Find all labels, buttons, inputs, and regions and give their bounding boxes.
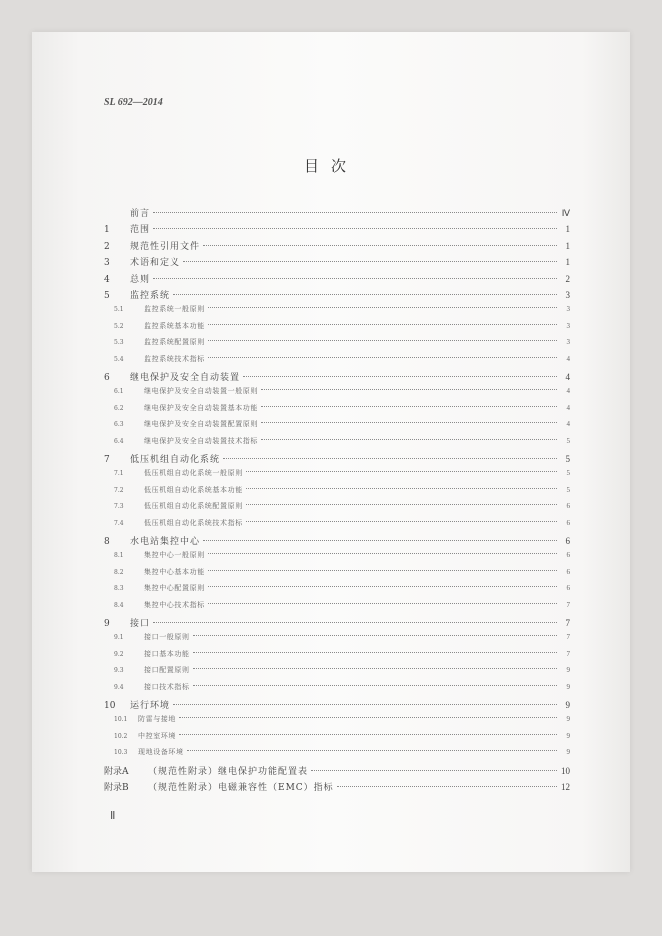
toc-entry [104, 403, 570, 413]
dot-leader [179, 716, 557, 718]
toc-entry [104, 698, 570, 711]
toc-entry-page: 4 [566, 403, 570, 412]
toc-entry-number: 附录B [104, 783, 129, 793]
dot-leader [203, 244, 557, 246]
toc-entry-title: 低压机组自动化系统一般原则 [144, 469, 243, 478]
dot-leader [153, 621, 557, 623]
toc-entry-title: 继电保护及安全自动装置技术指标 [144, 436, 258, 445]
toc-entry [104, 550, 570, 560]
standard-code: SL 692—2014 [104, 97, 163, 108]
dot-leader [208, 552, 557, 554]
toc-entry-title: 术语和定义 [130, 258, 181, 269]
toc-entry [104, 600, 570, 610]
toc-entry [104, 370, 570, 383]
toc-entry [104, 321, 570, 331]
toc-entry-number: 1 [104, 225, 110, 236]
toc-entry [104, 419, 570, 429]
toc-entry-page: 9 [566, 731, 570, 740]
toc-entry-title: 监控系统技术指标 [144, 354, 205, 363]
toc-entry-page: 5 [566, 436, 570, 445]
toc-entry-title: 低压机组自动化系统配置原则 [144, 502, 243, 511]
toc-entry-title: 监控系统基本功能 [144, 321, 205, 330]
toc-entry [104, 632, 570, 642]
toc-entry-number: 5.3 [114, 339, 124, 347]
toc-entry-title: 总则 [130, 274, 151, 285]
toc-entry [104, 436, 570, 446]
toc-entry [104, 304, 570, 314]
dot-leader [193, 634, 557, 636]
toc-entry [104, 665, 570, 675]
toc-entry [104, 501, 570, 511]
toc-entry [104, 222, 570, 235]
toc-entry-number: 5 [104, 291, 110, 301]
toc-entry-number: 7.1 [114, 470, 124, 478]
toc-entry [104, 288, 570, 301]
toc-entry-page: 3 [566, 321, 570, 330]
toc-entry-page: 9 [565, 700, 570, 710]
toc-entry-title: 前言 [130, 209, 151, 219]
toc-entry-title: 监控系统 [130, 291, 171, 301]
dot-leader [246, 503, 557, 505]
dot-leader [311, 769, 557, 771]
toc-entry-title: 规范性引用文件 [130, 241, 201, 252]
toc-entry-page: 6 [566, 502, 570, 511]
toc-entry-number: 10.1 [114, 716, 128, 724]
toc-entry-page: 4 [566, 354, 570, 363]
dot-leader [208, 306, 557, 308]
toc-entry [104, 239, 570, 252]
dot-leader [337, 785, 557, 787]
toc-entry-number: 2 [104, 241, 110, 252]
toc-entry-page: 4 [566, 387, 570, 396]
toc-entry-page: 10 [561, 765, 570, 776]
dot-leader [261, 388, 557, 390]
toc-entry-page: 7 [565, 618, 570, 628]
toc-entry [104, 206, 570, 219]
toc-entry-page: 1 [565, 257, 570, 268]
toc-entry-page: 4 [566, 420, 570, 429]
toc-entry-title: 范围 [130, 225, 151, 236]
dot-leader [153, 227, 557, 229]
toc-entry-title: 继电保护及安全自动装置一般原则 [144, 387, 258, 396]
toc-entry-page: 7 [566, 600, 570, 609]
dot-leader [208, 602, 557, 604]
toc-entry-number: 3 [104, 258, 110, 269]
toc-entry-number: 7 [104, 455, 110, 465]
toc-entry-number: 8.2 [114, 568, 124, 576]
toc-entry-title: 集控中心配置原则 [144, 584, 205, 593]
toc-entry-number: 10.3 [114, 749, 128, 757]
toc-entry [104, 731, 570, 741]
dot-leader [208, 339, 557, 341]
dot-leader [261, 438, 557, 440]
toc-entry-page: 9 [566, 715, 570, 724]
toc-entry [104, 518, 570, 528]
toc-entry-page: 5 [566, 469, 570, 478]
toc-entry-title: 监控系统配置原则 [144, 338, 205, 347]
dot-leader [208, 569, 557, 571]
toc-entry-page: 9 [566, 682, 570, 691]
dot-leader [153, 211, 557, 213]
toc-entry-title: （规范性附录）电磁兼容性（EMC）指标 [148, 783, 334, 793]
toc-entry [104, 616, 570, 629]
toc-entry-number: 6.4 [114, 437, 124, 445]
dot-leader [173, 293, 557, 295]
toc-entry-page: 1 [565, 224, 570, 235]
dot-leader [187, 749, 557, 751]
dot-leader [208, 323, 557, 325]
dot-leader [261, 421, 557, 423]
toc-entry [104, 485, 570, 495]
dot-leader [173, 703, 557, 705]
toc-entry [104, 583, 570, 593]
toc-entry [104, 682, 570, 692]
toc-entry-title: 接口 [130, 619, 151, 629]
toc-entry-title: 低压机组自动化系统基本功能 [144, 485, 243, 494]
toc-entry-page: 7 [566, 633, 570, 642]
toc-entry-page: 6 [565, 536, 570, 546]
toc-entry [104, 567, 570, 577]
toc-entry-number: 8.3 [114, 585, 124, 593]
toc-entry-title: 继电保护及安全自动装置 [130, 373, 241, 383]
dot-leader [243, 375, 557, 377]
toc-entry-title: 接口配置原则 [144, 666, 190, 675]
toc-entry-page: 2 [565, 273, 570, 284]
toc-entry-title: 低压机组自动化系统 [130, 455, 221, 465]
dot-leader [203, 539, 557, 541]
dot-leader [246, 520, 557, 522]
dot-leader [223, 457, 557, 459]
toc-title: 目次 [303, 157, 358, 175]
toc-entry-title: 防雷与接地 [138, 715, 176, 724]
dot-leader [208, 585, 557, 587]
dot-leader [193, 667, 557, 669]
toc-entry-page: 5 [566, 485, 570, 494]
dot-leader [179, 733, 557, 735]
toc-entry [104, 747, 570, 757]
toc-entry-page: 9 [566, 748, 570, 757]
dot-leader [246, 470, 557, 472]
toc-entry-title: 水电站集控中心 [130, 537, 201, 547]
toc-entry-number: 5.4 [114, 355, 124, 363]
dot-leader [183, 260, 557, 262]
toc-entry-number: 6 [104, 373, 110, 383]
dot-leader [246, 487, 557, 489]
toc-entry-number: 10 [104, 701, 116, 711]
toc-entry-number: 附录A [104, 766, 129, 777]
toc-entry [104, 272, 570, 285]
toc-entry-number: 6.1 [114, 388, 124, 396]
toc-entry-title: 接口技术指标 [144, 682, 190, 691]
toc-entry-page: 3 [566, 305, 570, 314]
toc-entry [104, 386, 570, 396]
toc-entry-page: 3 [565, 290, 570, 300]
toc-entry-page: 12 [561, 782, 570, 792]
toc-entry-title: 运行环境 [130, 701, 171, 711]
toc-entry-number: 9.2 [114, 650, 124, 658]
toc-entry-title: 集控中心一般原则 [144, 551, 205, 560]
toc-entry-title: 接口基本功能 [144, 649, 190, 658]
toc-entry-title: 监控系统一般原则 [144, 305, 205, 314]
toc-entry [104, 337, 570, 347]
toc-entry [104, 354, 570, 364]
toc-entry [104, 780, 570, 793]
toc-entry [104, 764, 570, 777]
toc-entry-title: 继电保护及安全自动装置配置原则 [144, 420, 258, 429]
toc-entry-title: 接口一般原则 [144, 633, 190, 642]
toc-entry-page: 4 [565, 372, 570, 382]
toc-entry-page: 9 [566, 666, 570, 675]
dot-leader [193, 684, 557, 686]
toc-entry [104, 534, 570, 547]
dot-leader [261, 405, 557, 407]
toc-entry-number: 5.1 [114, 306, 124, 314]
dot-leader [153, 277, 557, 279]
page-number: Ⅱ [110, 810, 116, 822]
toc-entry-title: 中控室环境 [138, 731, 176, 740]
toc-entry-number: 7.3 [114, 503, 124, 511]
toc-entry-number: 9 [104, 619, 110, 629]
toc-entry [104, 452, 570, 465]
toc-entry-title: 现地设备环境 [138, 748, 184, 757]
toc-entry-page: Ⅳ [561, 208, 570, 218]
toc-entry-title: 低压机组自动化系统技术指标 [144, 518, 243, 527]
toc-entry-page: 7 [566, 649, 570, 658]
toc-entry-title: （规范性附录）继电保护功能配置表 [148, 766, 309, 777]
toc-entry-number: 6.2 [114, 404, 124, 412]
toc-entry [104, 468, 570, 478]
toc-entry [104, 649, 570, 659]
toc-entry [104, 714, 570, 724]
toc-entry-number: 7.2 [114, 486, 124, 494]
toc-entry-number: 4 [104, 274, 110, 285]
toc-entry-page: 6 [566, 584, 570, 593]
toc-entry-title: 集控中心技术指标 [144, 600, 205, 609]
toc-entry [104, 255, 570, 268]
toc-entry-number: 5.2 [114, 322, 124, 330]
toc-entry-page: 6 [566, 567, 570, 576]
toc-entry-number: 9.3 [114, 667, 124, 675]
toc-entry-number: 9.4 [114, 683, 124, 691]
toc-entry-page: 1 [565, 240, 570, 251]
toc-entry-page: 3 [566, 338, 570, 347]
toc-entry-number: 8.4 [114, 601, 124, 609]
dot-leader [208, 356, 557, 358]
toc-entry-number: 8.1 [114, 552, 124, 560]
toc-entry-number: 6.3 [114, 421, 124, 429]
toc-entry-title: 集控中心基本功能 [144, 567, 205, 576]
toc-entry-page: 6 [566, 518, 570, 527]
dot-leader [193, 651, 557, 653]
toc-entry-number: 9.1 [114, 634, 124, 642]
toc-entry-number: 8 [104, 537, 110, 547]
toc-entry-page: 6 [566, 551, 570, 560]
toc-entry-number: 10.2 [114, 732, 128, 740]
toc-entry-page: 5 [565, 454, 570, 464]
toc-entry-title: 继电保护及安全自动装置基本功能 [144, 403, 258, 412]
toc-entry-number: 7.4 [114, 519, 124, 527]
